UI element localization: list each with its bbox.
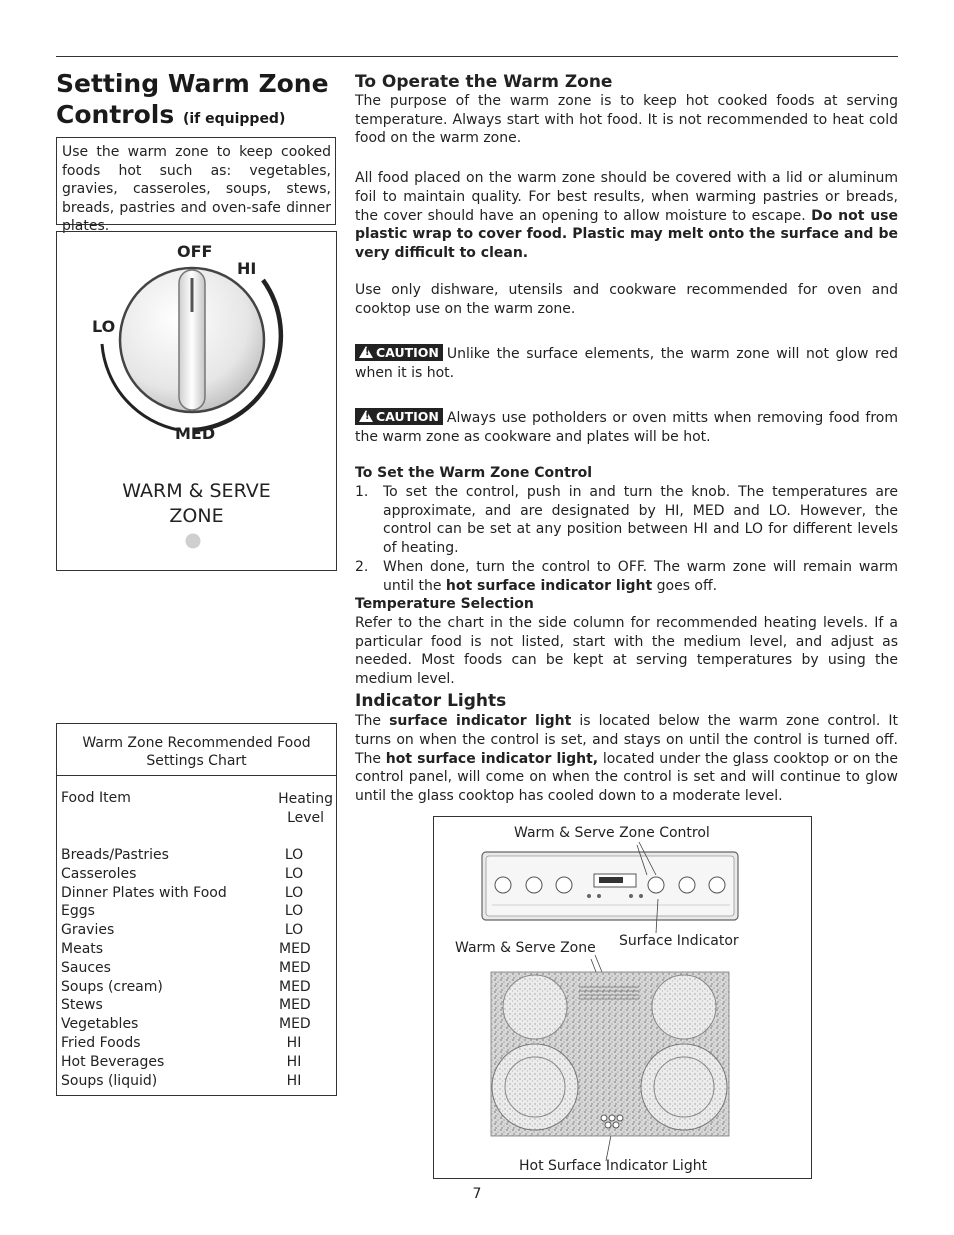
food-item: Stews	[61, 997, 103, 1014]
food-item: Sauces	[61, 959, 111, 976]
figure-label-zone: Warm & Serve Zone	[455, 940, 596, 956]
table-row	[61, 1015, 333, 1034]
indicator-text-e: located under the glass cooktop or on the control panel, will come on when the control is set and will continue to glow until the glass cooktop has cooled down to a moderate level.	[355, 750, 899, 805]
table-row	[61, 846, 333, 865]
step-number: 2.	[355, 558, 369, 575]
table-row	[61, 902, 333, 921]
operate-p2-text: All food placed on the warm zone should be covered with a lid or aluminum foil to maintain quality. For best results, when warming pastries or breads, the cover should have an opening to allow moisture to escape.	[355, 170, 898, 224]
set-steps	[355, 483, 898, 596]
table-row	[61, 865, 333, 884]
temp-heading: Temperature Selection	[355, 596, 534, 612]
indicator-text-a: The	[355, 713, 382, 729]
food-settings-chart	[56, 723, 337, 1096]
table-row	[61, 996, 333, 1015]
table-row	[61, 1072, 333, 1091]
dial-off-label: OFF	[177, 242, 213, 261]
caution-1	[355, 344, 898, 383]
top-rule	[56, 56, 898, 57]
chart-rows	[61, 846, 333, 1090]
indicator-text-c: is located below the warm zone control. It turns on when the control is set, and stays on until the control is turned off. The	[355, 713, 899, 767]
set-step-2	[355, 558, 898, 596]
operate-heading: To Operate the Warm Zone	[355, 72, 613, 92]
chart-col-item: Food Item	[61, 790, 131, 806]
food-item: Dinner Plates with Food	[61, 884, 227, 901]
table-row	[61, 959, 333, 978]
food-item: Soups (cream)	[61, 978, 163, 995]
table-row	[61, 1053, 333, 1072]
food-item: Casseroles	[61, 865, 137, 882]
table-row	[61, 884, 333, 903]
caution-2	[355, 408, 898, 447]
food-item: Meats	[61, 940, 104, 957]
caution-badge-label: CAUTION	[376, 409, 439, 424]
zone-label-line2: ZONE	[169, 505, 224, 527]
figure-label-control: Warm & Serve Zone Control	[514, 825, 710, 841]
intro-box: Use the warm zone to keep cooked foods hot such as: vegetables, gravies, casseroles, soups, stews, breads, pastries and oven-safe dinner plates.	[56, 137, 336, 225]
dial-hi-label: HI	[237, 259, 257, 278]
food-item: Gravies	[61, 922, 115, 939]
heating-level: MED	[279, 940, 311, 957]
step-text: When done, turn the control to OFF. The warm zone will remain warm until the	[383, 558, 898, 594]
food-item: Breads/Pastries	[61, 847, 169, 863]
heating-level: HI	[286, 1072, 302, 1089]
heating-level: LO	[284, 903, 304, 920]
title-sub: (if equipped)	[182, 111, 286, 127]
step-text-end: goes off.	[656, 577, 718, 594]
table-row	[61, 1034, 333, 1053]
dial-lo-label: LO	[92, 317, 116, 336]
caution-badge	[355, 344, 443, 361]
operate-section	[355, 73, 898, 148]
set-heading: To Set the Warm Zone Control	[355, 465, 593, 481]
chart-col-level-line2: Level	[287, 810, 325, 826]
indicator-text	[355, 712, 898, 806]
food-item: Hot Beverages	[61, 1053, 165, 1070]
temp-text: Refer to the chart in the side column for recommended heating levels. If a particular food is not listed, start with the medium level, and adjust as needed. Most foods can be kept at serving temperatures by using the medium level.	[355, 614, 898, 688]
food-item: Eggs	[61, 903, 95, 920]
heating-level: MED	[279, 978, 311, 995]
figure-label-hot-surface: Hot Surface Indicator Light	[519, 1158, 708, 1174]
table-row	[61, 978, 333, 997]
heating-level: LO	[284, 884, 304, 901]
indicator-heading: Indicator Lights	[355, 691, 507, 711]
step-number: 1.	[355, 483, 369, 500]
figure-label-surface-indicator: Surface Indicator	[619, 933, 739, 949]
caution-2-text: Always use potholders or oven mitts when removing food from the warm zone as cookware and plates will be hot.	[355, 410, 898, 445]
food-item: Fried Foods	[61, 1034, 141, 1051]
table-row	[61, 940, 333, 959]
food-item: Vegetables	[61, 1016, 139, 1033]
heating-level: LO	[284, 922, 304, 939]
step-text: To set the control, push in and turn the knob. The temperatures are approximate, and are designated by HI, MED and LO. However, the control can be set at any position between HI and LO for different levels of heating.	[383, 483, 898, 557]
indicator-section	[355, 690, 898, 806]
heating-level: MED	[279, 1016, 311, 1033]
operate-p1: The purpose of the warm zone is to keep hot cooked foods at serving temperature. Always start with hot food. It is not recommended to heat cold food on the warm zone.	[355, 92, 898, 147]
cooktop-figure	[433, 816, 812, 1179]
heating-level: HI	[286, 1053, 302, 1070]
warning-triangle-icon: !	[359, 346, 373, 358]
operate-p2	[355, 169, 898, 263]
zone-label-line1: WARM & SERVE	[122, 480, 271, 502]
step-text-bold: hot surface indicator light	[445, 577, 653, 594]
chart-title: Warm Zone Recommended Food Settings Chart	[57, 724, 336, 776]
indicator-text-d: hot surface indicator light,	[385, 750, 599, 767]
title-main: Setting Warm Zone Controls	[56, 69, 329, 129]
page-title	[56, 68, 346, 135]
chart-header	[61, 790, 333, 826]
caution-badge	[355, 408, 443, 425]
dial-illustration	[56, 231, 337, 571]
set-section	[355, 464, 898, 596]
heating-level: LO	[284, 847, 304, 863]
warning-triangle-icon: !	[359, 410, 373, 422]
heating-level: MED	[279, 997, 311, 1014]
heating-level: LO	[284, 865, 304, 882]
caution-badge-label: CAUTION	[376, 345, 439, 360]
page-number: 7	[472, 1186, 482, 1202]
caution-1-text: Unlike the surface elements, the warm zone will not glow red when it is hot.	[355, 346, 898, 381]
set-step-1	[355, 483, 898, 558]
food-item: Soups (liquid)	[61, 1072, 158, 1089]
chart-col-level	[278, 790, 333, 828]
heating-level: HI	[286, 1034, 302, 1051]
indicator-text-b: surface indicator light	[389, 713, 572, 729]
table-row	[61, 921, 333, 940]
operate-p2-warning: Do not use plastic wrap to cover food. Plastic may melt onto the surface and be very difficult to clean.	[355, 207, 898, 262]
cooktop-illustration	[434, 817, 811, 1178]
operate-p3: Use only dishware, utensils and cookware recommended for oven and cooktop use on the warm zone.	[355, 282, 898, 317]
dial-med-label: MED	[175, 424, 216, 443]
heating-level: MED	[279, 959, 311, 976]
chart-col-level-line1: Heating	[278, 791, 333, 807]
temp-section	[355, 595, 898, 689]
